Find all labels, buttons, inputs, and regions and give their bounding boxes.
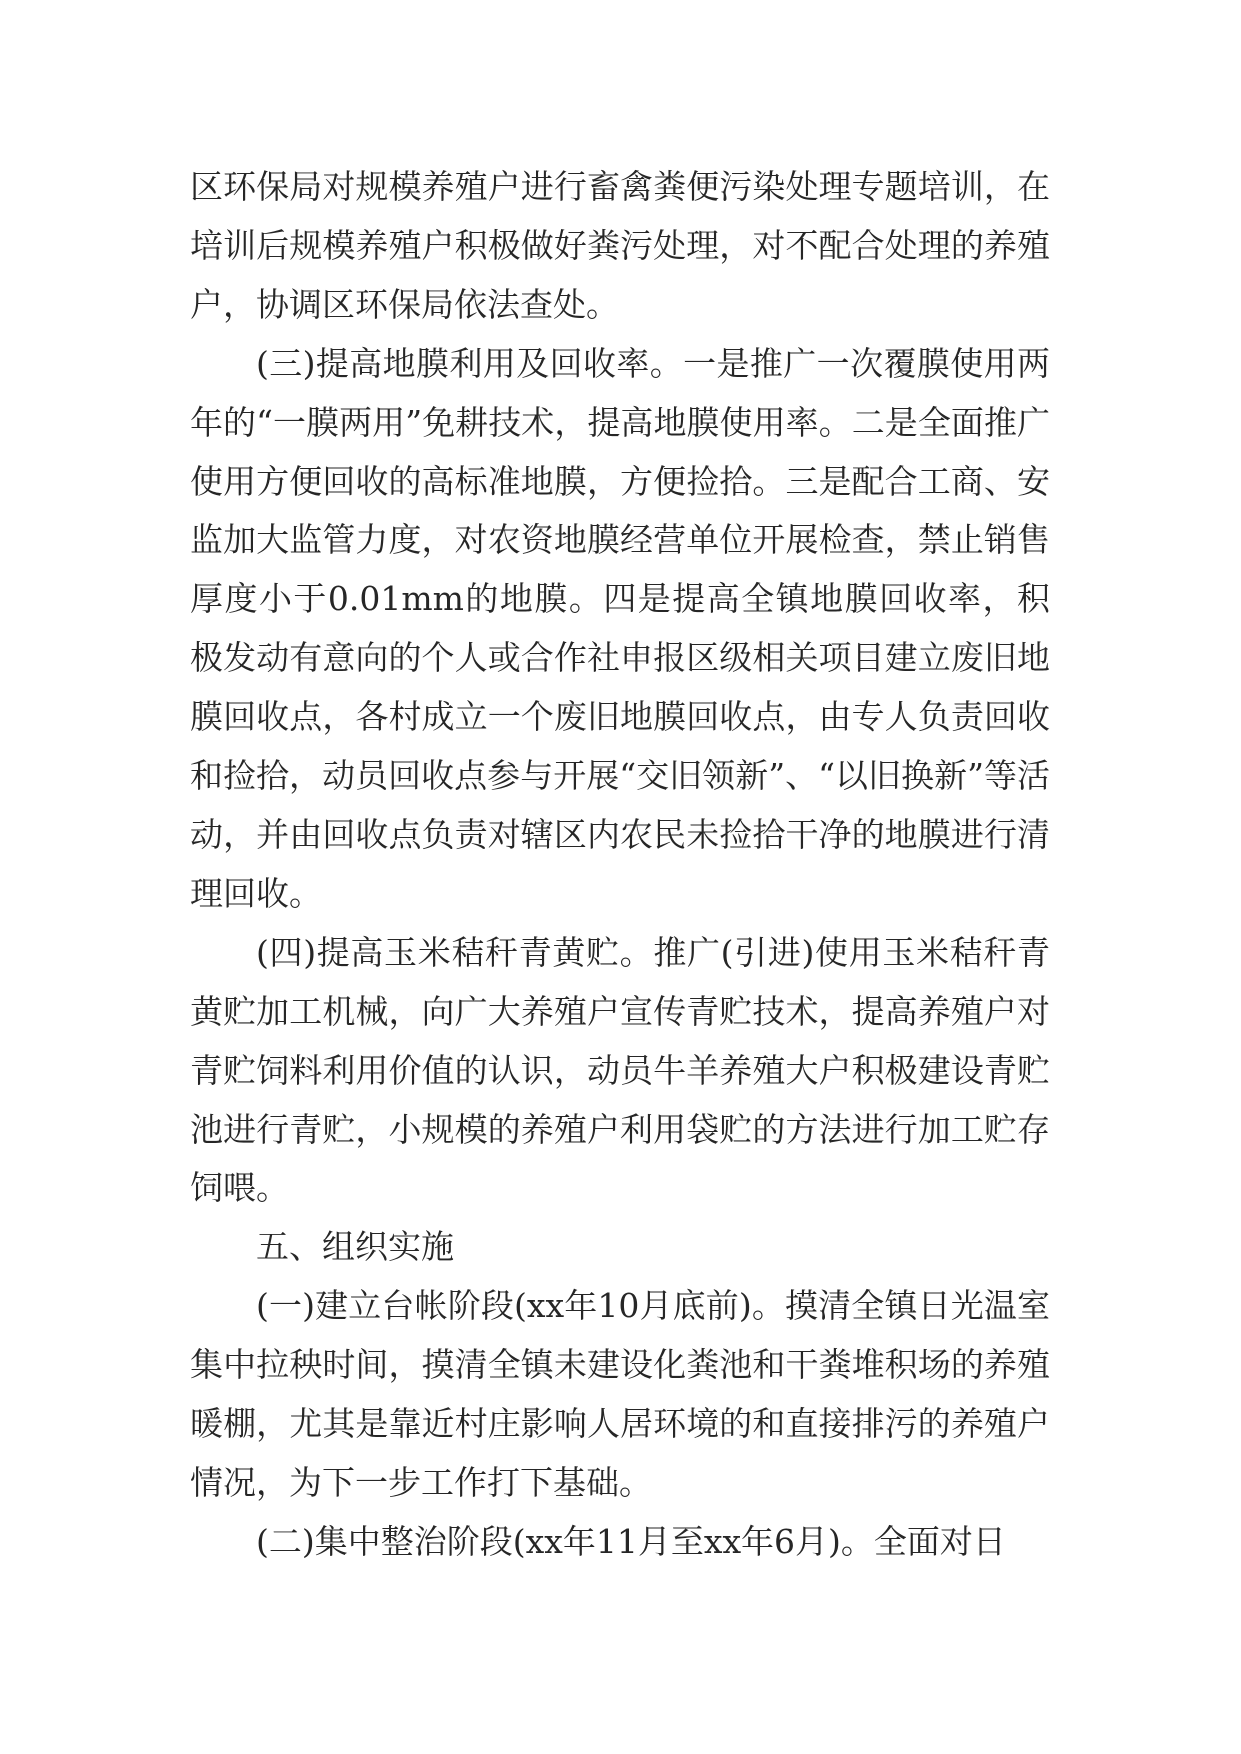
paragraph-1: 区环保局对规模养殖户进行畜禽粪便污染处理专题培训，在培训后规模养殖户积极做好粪污处理，对不配合处理的养殖户，协调区环保局依法查处。 bbox=[190, 167, 1050, 324]
paragraph-4: (一)建立台帐阶段(xx年10月底前)。摸清全镇日光温室集中拉秧时间，摸清全镇未建设化粪池和干粪堆积场的养殖暖棚，尤其是靠近村庄影响人居环境的和直接排污的养殖户情况，为下一步工作打下基础。 bbox=[190, 1286, 1050, 1502]
document-body bbox=[190, 158, 1050, 1572]
paragraph-5: (二)集中整治阶段(xx年11月至xx年6月)。全面对日 bbox=[256, 1521, 1006, 1561]
paragraph-3: (四)提高玉米秸秆青黄贮。推广(引进)使用玉米秸秆青黄贮加工机械，向广大养殖户宣传青贮技术，提高养殖户对青贮饲料利用价值的认识，动员牛羊养殖大户积极建设青贮池进行青贮，小规模的养殖户利用袋贮的方法进行加工贮存饲喂。 bbox=[190, 932, 1050, 1208]
paragraph-2: (三)提高地膜利用及回收率。一是推广一次覆膜使用两年的“一膜两用”免耕技术，提高地膜使用率。二是全面推广使用方便回收的高标准地膜，方便捡拾。三是配合工商、安监加大监管力度，对农资地膜经营单位开展检查，禁止销售厚度小于0.01mm的地膜。四是提高全镇地膜回收率，积极发动有意向的个人或合作社申报区级相关项目建立废旧地膜回收点，各村成立一个废旧地膜回收点，由专人负责回收和捡拾，动员回收点参与开展“交旧领新”、“以旧换新”等活动，并由回收点负责对辖区内农民未捡拾干净的地膜进行清理回收。 bbox=[190, 343, 1050, 913]
section-heading: 五、组织实施 bbox=[256, 1227, 454, 1267]
